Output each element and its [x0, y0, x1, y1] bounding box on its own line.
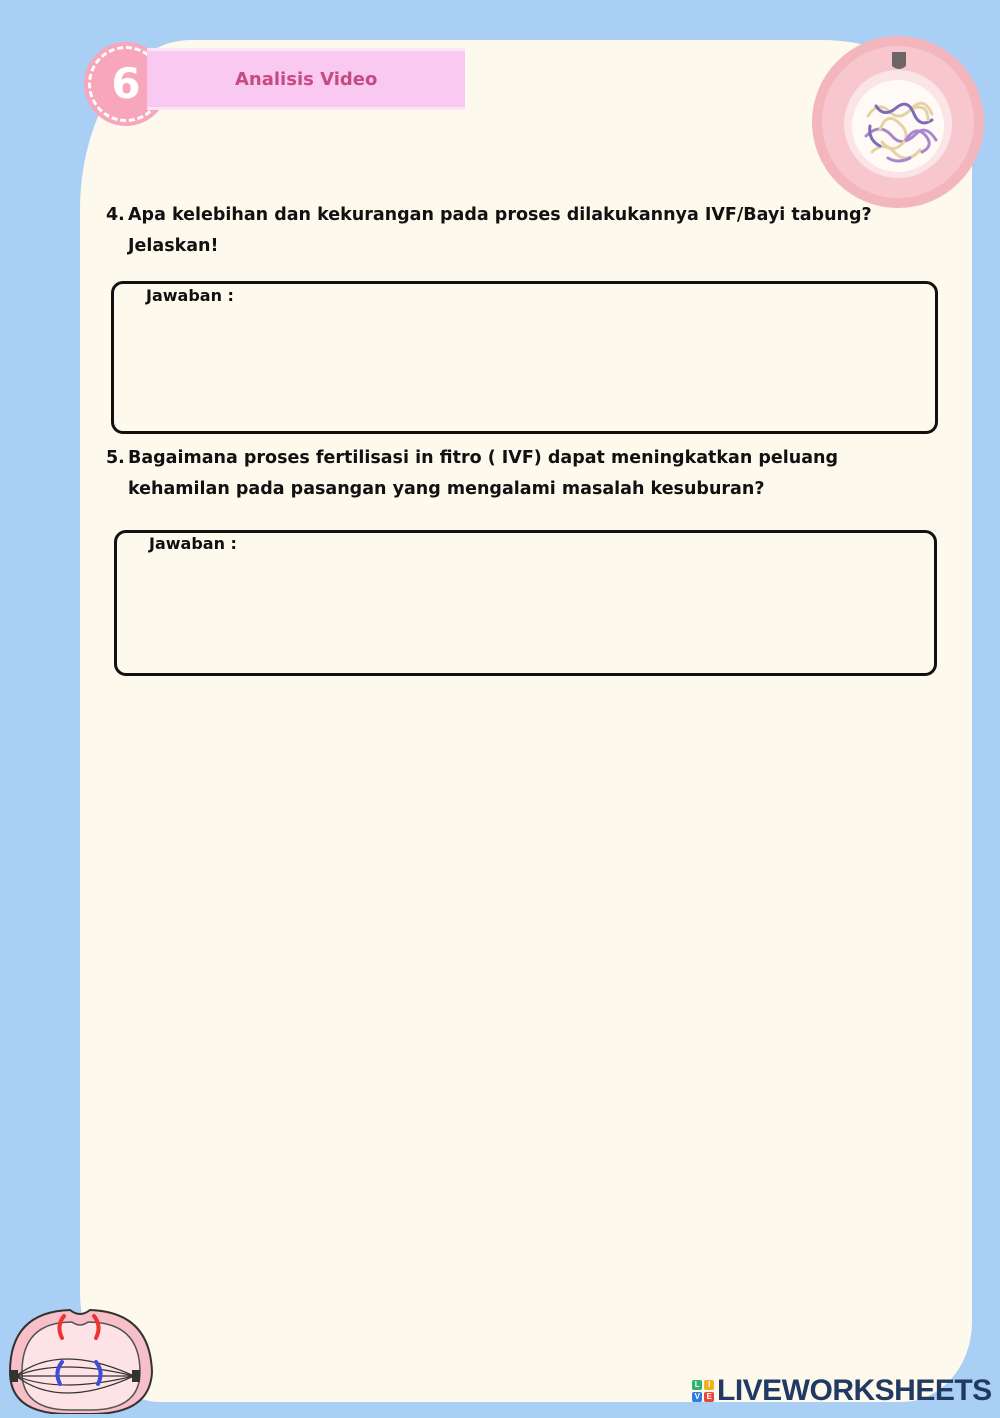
cell-division-icon — [0, 1292, 160, 1414]
question-number: 4. — [106, 205, 125, 225]
answer-box-4[interactable] — [111, 281, 938, 434]
answer-box-5[interactable] — [114, 530, 937, 676]
question-5 — [106, 443, 946, 505]
question-text: Bagaimana proses fertilisasi in fitro ( IVF) dapat meningkatkan peluang — [128, 448, 839, 468]
question-text-continued: Jelaskan! — [128, 236, 219, 256]
question-number: 5. — [106, 448, 125, 468]
liveworksheets-logo-icon: L I V E — [692, 1380, 714, 1402]
answer-label: Jawaban : — [149, 534, 237, 553]
brand-name: LIVEWORKSHEETS — [717, 1374, 992, 1407]
liveworksheets-logo — [692, 1374, 992, 1408]
question-4 — [106, 200, 946, 262]
question-text-continued: kehamilan pada pasangan yang mengalami masalah kesuburan? — [128, 479, 765, 499]
answer-label: Jawaban : — [146, 286, 234, 305]
cell-nucleus-icon — [810, 36, 990, 216]
section-number-badge: 6 — [88, 46, 164, 122]
section-title: Analisis Video — [235, 68, 378, 90]
question-text: Apa kelebihan dan kekurangan pada proses dilakukannya IVF/Bayi tabung? — [128, 205, 872, 225]
section-title-banner — [147, 48, 465, 110]
